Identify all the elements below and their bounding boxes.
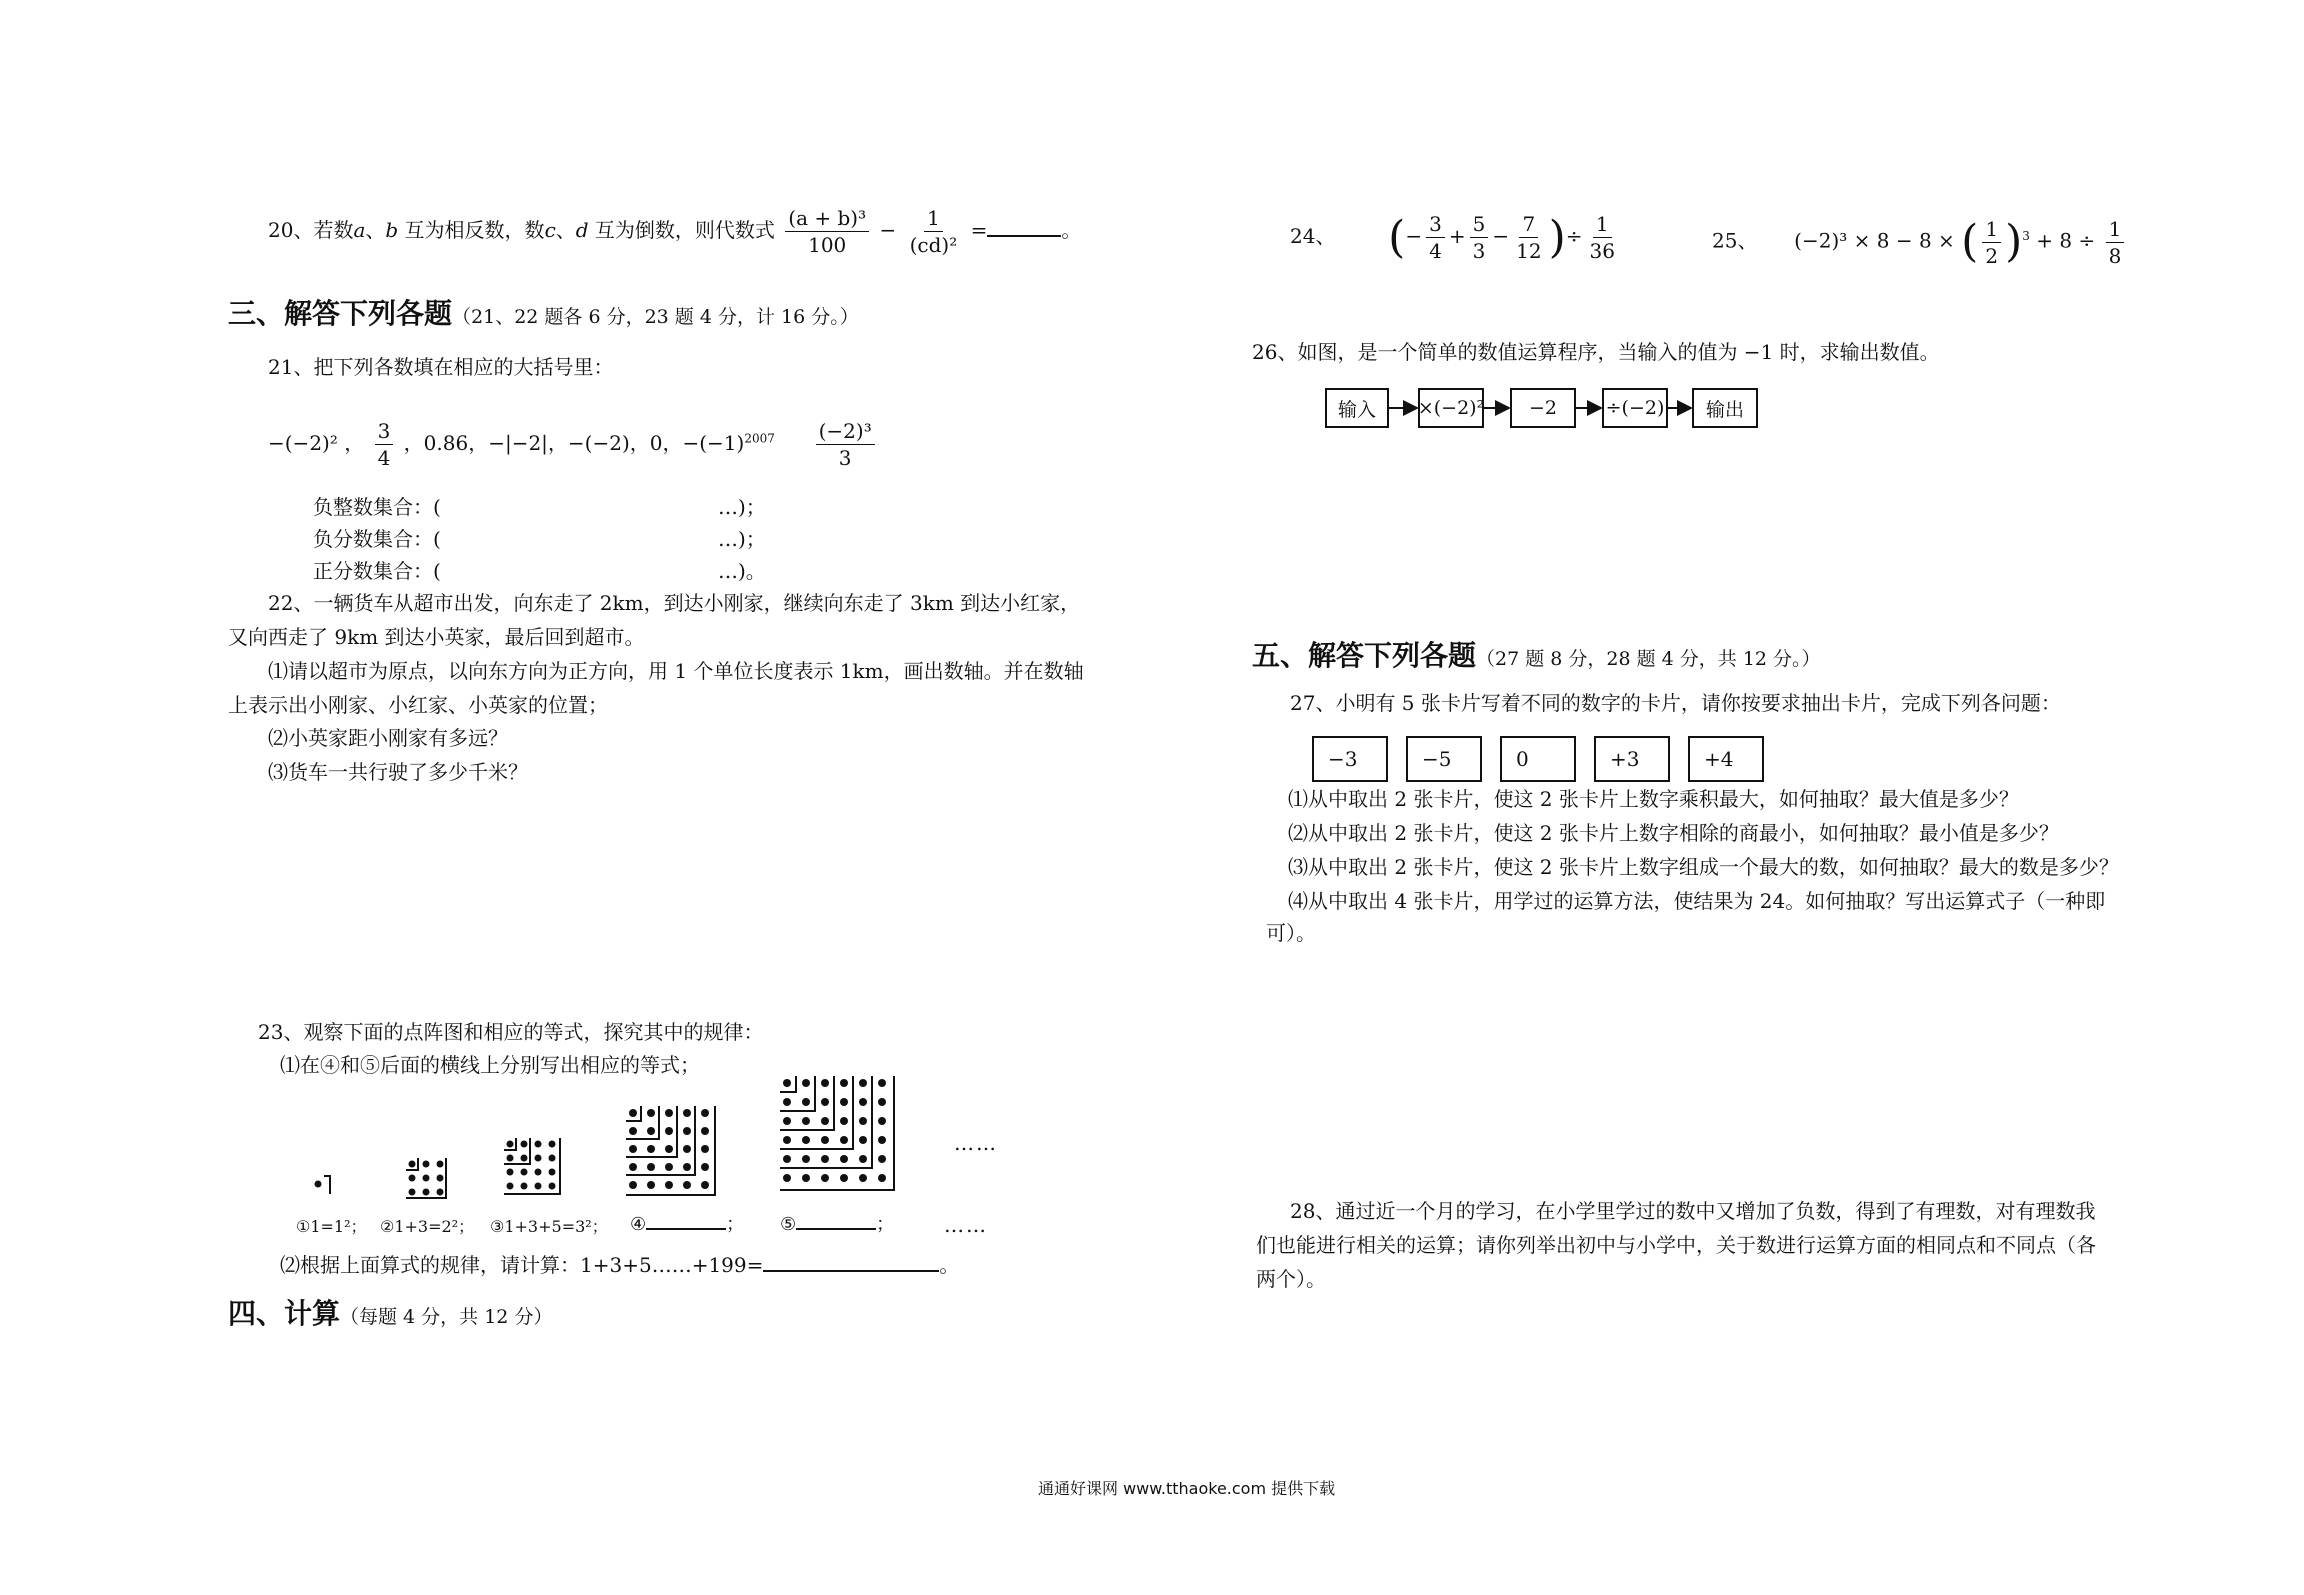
question-23-part2: ⑵根据上面算式的规律，请计算：1+3+5……+199= 。: [280, 1248, 959, 1280]
card-minus-3: −3: [1312, 736, 1388, 782]
question-25: 25、 (−2)³ × 8 − 8 × ( $\frac{1}{2}$ )$^3$ + 8 ÷ $\frac{1}{8}$: [1712, 206, 2128, 271]
answer-blank-sum: [763, 1248, 939, 1272]
question-22-part3: ⑶货车一共行驶了多少千米？: [268, 760, 528, 784]
question-23-part1: ⑴在④和⑤后面的横线上分别写出相应的等式；: [280, 1053, 700, 1077]
set-negative-fractions: 负分数集合：(: [313, 527, 441, 551]
equation-ellipsis: ……: [944, 1213, 988, 1237]
answer-blank-20: [987, 213, 1061, 237]
question-20: 20、若数a、b 互为相反数，数c、d 互为倒数，则代数式 $\frac{\text{(a + b)³}}{100}$ − $\frac{1}{\text{(cd)²}}$ = 。: [268, 206, 1082, 257]
card-minus-5: −5: [1406, 736, 1482, 782]
flow-box-multiply: ×(−2)²: [1418, 388, 1484, 428]
question-24: 24、 (− $\frac{3}{4}$ + $\frac{5}{3}$ − $\frac{7}{12}$ )÷ $\frac{1}{36}$: [1290, 211, 1615, 263]
set-negative-integers: 负整数集合：(: [313, 495, 441, 519]
dot-array-1: [315, 1176, 331, 1194]
question-27-part4a: ⑷从中取出 4 张卡片，用学过的运算方法，使结果为 24。如何抽取？写出运算式子（一种即: [1288, 889, 2106, 913]
question-26: 26、如图，是一个简单的数值运算程序，当输入的值为 −1 时，求输出数值。: [1252, 340, 1940, 364]
question-22-line2: 又向西走了 9km 到达小英家，最后回到超市。: [228, 625, 645, 649]
answer-blank-4: [646, 1210, 726, 1230]
dot-array-2: [406, 1158, 446, 1198]
card-plus-4: +4: [1688, 736, 1764, 782]
dot-array-4: [626, 1106, 715, 1195]
equation-2: ②1+3=2²；: [380, 1217, 475, 1236]
dot-array-3: [504, 1138, 560, 1194]
question-22-part2: ⑵小英家距小刚家有多远？: [268, 726, 508, 750]
equation-1: ①1=1²；: [296, 1217, 367, 1236]
question-27: 27、小明有 5 张卡片写着不同的数字的卡片，请你按要求抽出卡片，完成下列各问题：: [1290, 691, 2061, 715]
section-3-title: 三、解答下列各题（21、22 题各 6 分，23 题 4 分，计 16 分。）: [228, 297, 859, 330]
question-22-part1b: 上表示出小刚家、小红家、小英家的位置；: [228, 693, 608, 717]
section-4-title: 四、计算（每题 4 分，共 12 分）: [228, 1297, 553, 1330]
answer-blank-5: [796, 1210, 876, 1230]
question-22-line1: 22、一辆货车从超市出发，向东走了 2km，到达小刚家，继续向东走了 3km 到达小红家，: [268, 591, 1081, 615]
question-22-part1a: ⑴请以超市为原点，以向东方向为正方向，用 1 个单位长度表示 1km，画出数轴。并在数轴: [268, 659, 1084, 683]
question-21: 21、把下列各数填在相应的大括号里：: [268, 355, 614, 379]
fraction-ab: $\frac{\text{(a + b)³}}{100}$: [785, 205, 869, 258]
dot-array-ellipsis: ……: [954, 1131, 998, 1155]
equation-4: ④ ；: [630, 1210, 744, 1236]
section-5-title: 五、解答下列各题（27 题 8 分，28 题 4 分，共 12 分。）: [1252, 639, 1821, 672]
page-footer: 通通好课网 www.tthaoke.com 提供下载: [1038, 1479, 1336, 1498]
dot-array-figure: [300, 1070, 1020, 1210]
flow-box-subtract: −2: [1510, 388, 1576, 428]
question-27-part1: ⑴从中取出 2 张卡片，使这 2 张卡片上数字乘积最大，如何抽取？最大值是多少？: [1288, 787, 2019, 811]
question-28-line1: 28、通过近一个月的学习，在小学里学过的数中又增加了负数，得到了有理数，对有理数我: [1290, 1199, 2096, 1223]
question-21-numbers: −(−2)² ， $\frac{3}{4}$ ，0.86，−|−2|，−(−2)，0，$-(-1)^{2007}$ $\frac{\text{(−2)³}}{3}$: [268, 418, 879, 471]
flow-box-output: 输出: [1692, 388, 1758, 428]
fraction-cd: $\frac{1}{\text{(cd)²}}$: [909, 206, 958, 257]
question-27-part4b: 可）。: [1266, 921, 1316, 945]
dot-array-5: [780, 1076, 894, 1190]
card-zero: 0: [1500, 736, 1576, 782]
flow-box-divide: ÷(−2): [1602, 388, 1668, 428]
question-28-line3: 两个）。: [1256, 1267, 1326, 1291]
question-27-part3: ⑶从中取出 2 张卡片，使这 2 张卡片上数字组成一个最大的数，如何抽取？最大的数是多少？: [1288, 855, 2119, 879]
equation-3: ③1+3+5=3²；: [490, 1217, 608, 1236]
card-plus-3: +3: [1594, 736, 1670, 782]
question-27-part2: ⑵从中取出 2 张卡片，使这 2 张卡片上数字相除的商最小，如何抽取？最小值是多少？: [1288, 821, 2059, 845]
flow-box-input: 输入: [1325, 388, 1389, 428]
question-28-line2: 们也能进行相关的运算；请你列举出初中与小学中，关于数进行运算方面的相同点和不同点（各: [1256, 1233, 2096, 1257]
question-23: 23、观察下面的点阵图和相应的等式，探究其中的规律：: [258, 1020, 764, 1044]
equation-5: ⑤ ；: [780, 1210, 894, 1236]
set-positive-fractions: 正分数集合：(: [313, 559, 441, 583]
